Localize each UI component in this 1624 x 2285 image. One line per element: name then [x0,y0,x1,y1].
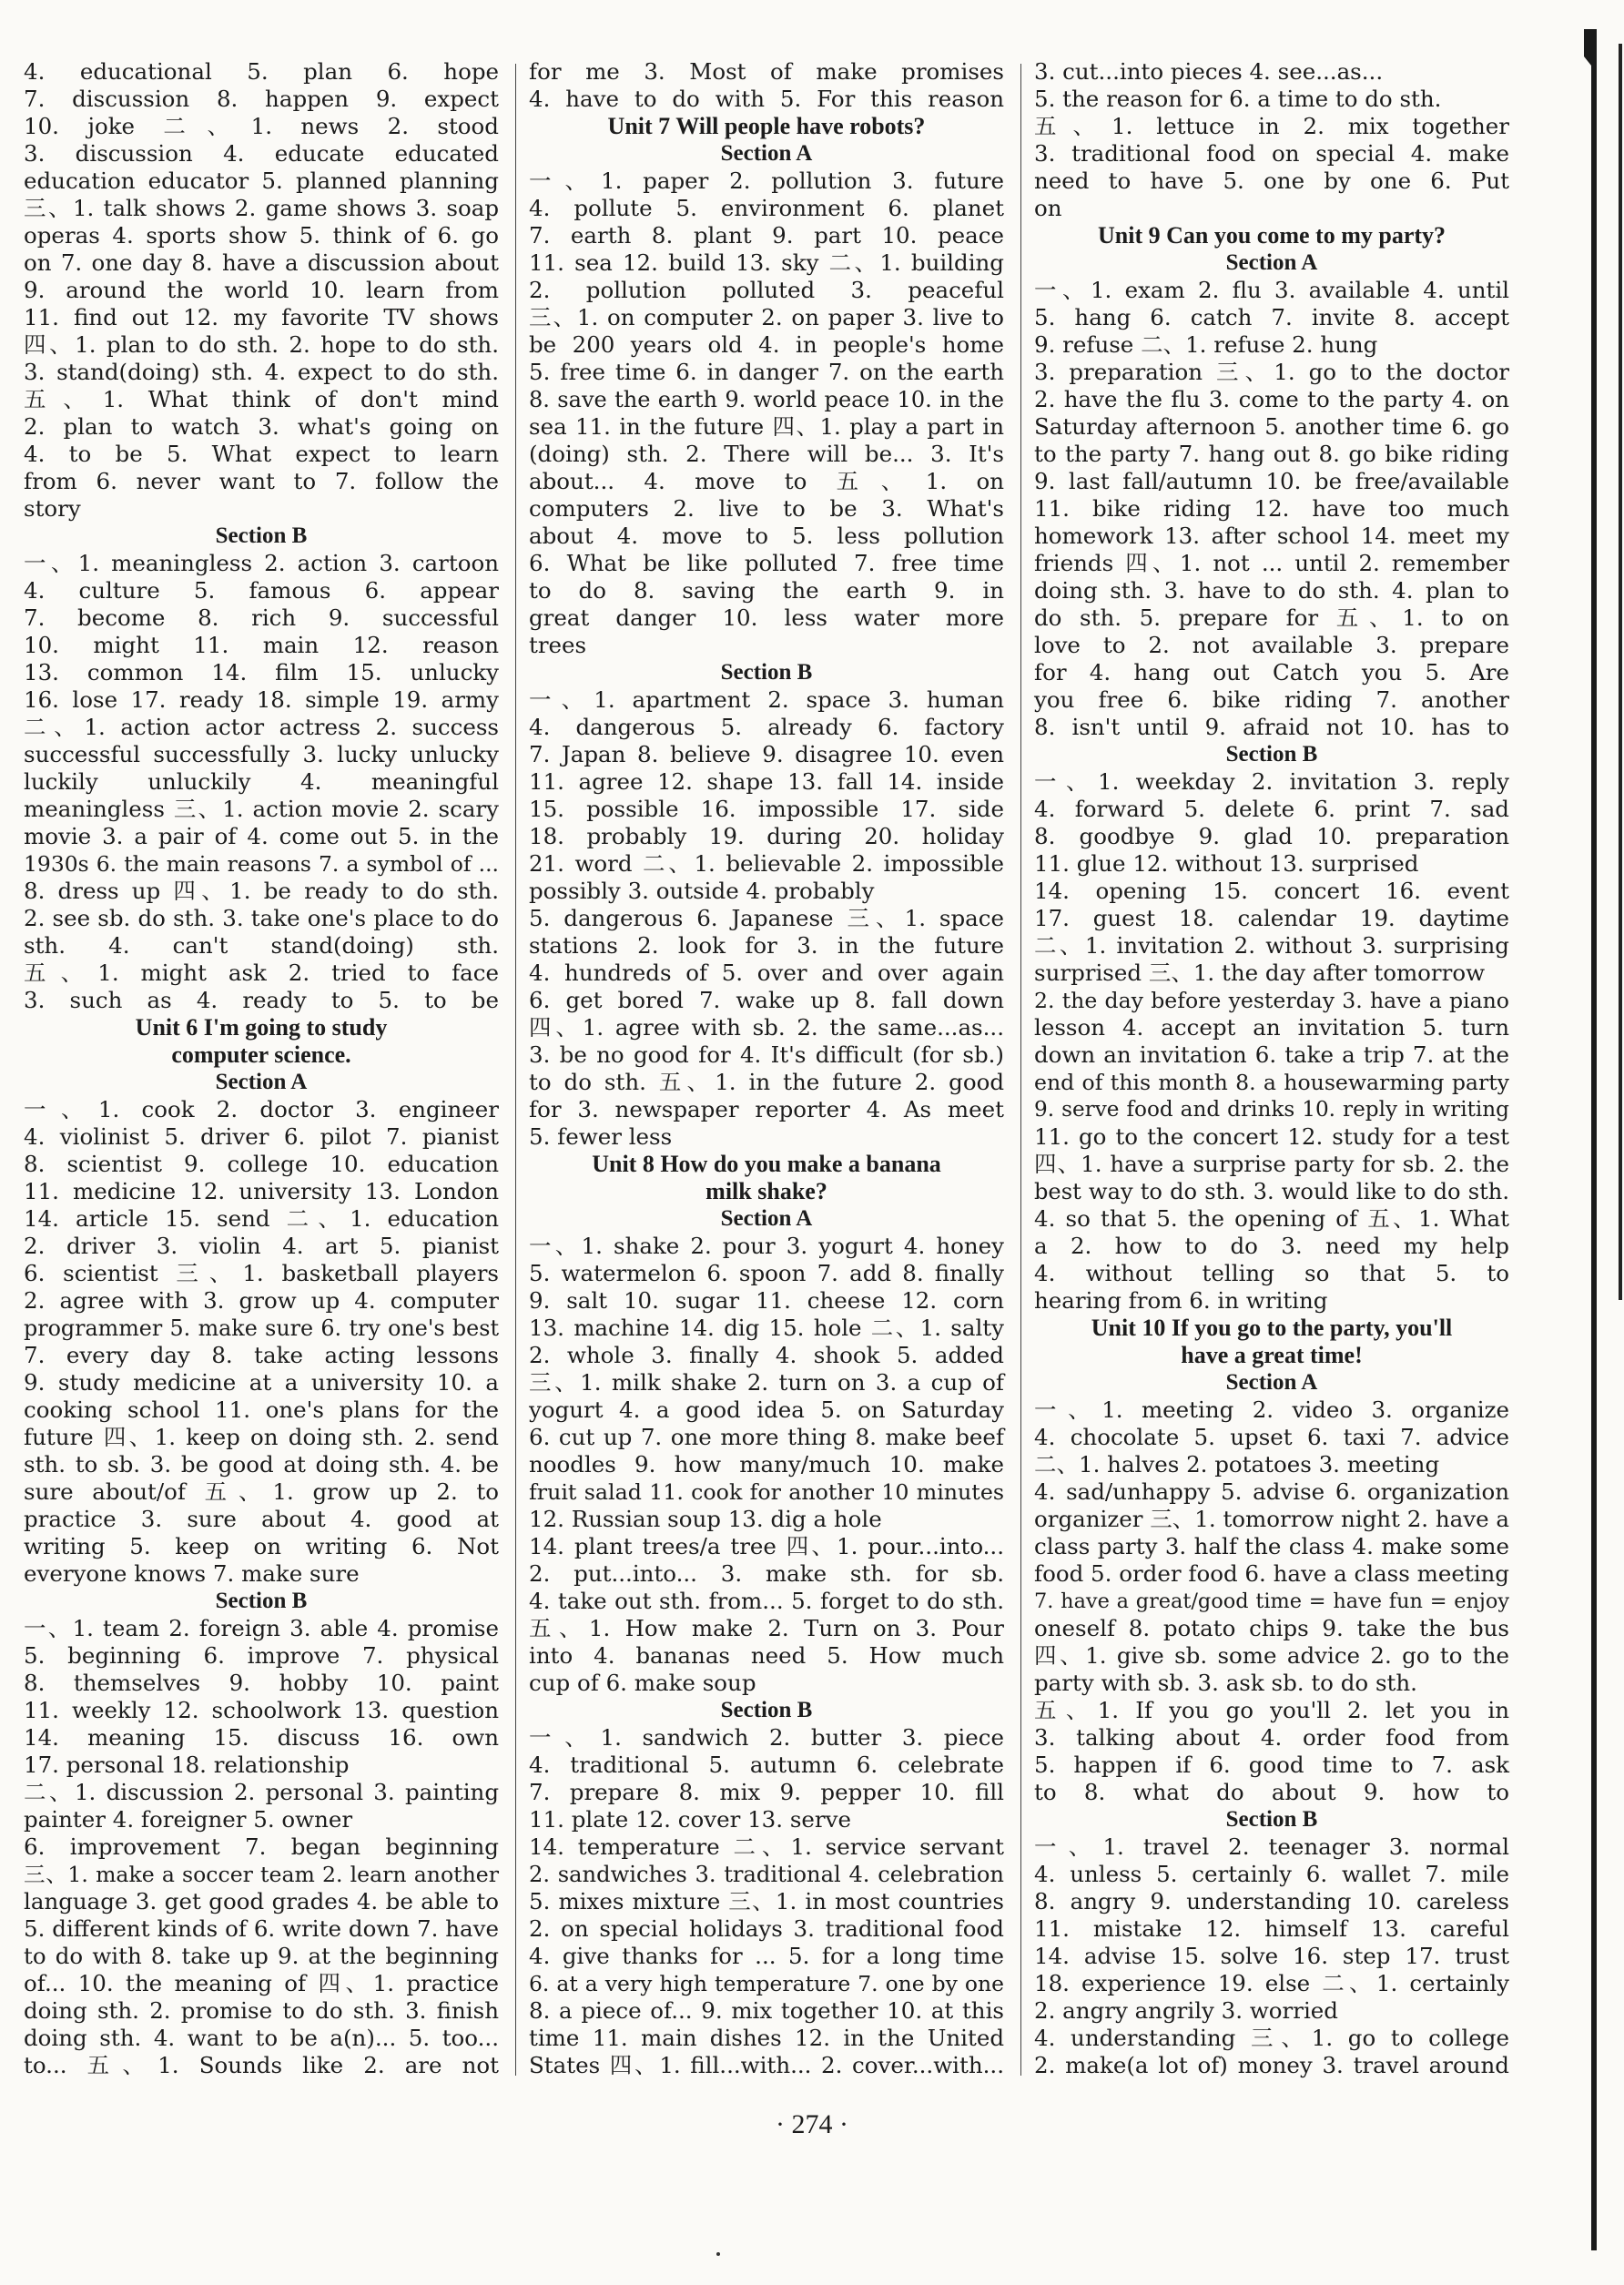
answer-line: 11. bike riding 12. have too much [1034,495,1509,522]
answer-line: 3. preparation 三、1. go to the doctor [1034,359,1509,385]
answer-line: successful successfully 3. lucky unlucky [24,741,499,767]
answer-line: on 7. one day 8. have a discussion about [24,249,499,276]
answer-line: 9. last fall/autumn 10. be free/available [1034,468,1509,494]
answer-line: great danger 10. less water more [529,604,1004,631]
answer-line: 2. on special holidays 3. traditional food [529,1915,1004,1942]
answer-line: about... 4. move to 五、1. on [529,468,1004,494]
answer-line: 18. experience 19. else 二、1. certainly [1034,1970,1509,1996]
answer-line: food 5. order food 6. have a class meeting [1034,1560,1509,1587]
answer-line: 四、1. plan to do sth. 2. hope to do sth. [24,331,499,358]
answer-line: 11. mistake 12. himself 13. careful [1034,1915,1509,1942]
answer-line: 16. lose 17. ready 18. simple 19. army [24,686,499,713]
answer-line: 3. talking about 4. order food from [1034,1724,1509,1751]
answer-line: 四、1. agree with sb. 2. the same...as... [529,1014,1004,1041]
answer-line: 5. mixes mixture 三、1. in most countries [529,1888,1004,1914]
answer-line: education educator 5. planned planning [24,168,499,194]
answer-line: 一、1. paper 2. pollution 3. future [529,168,1004,194]
answer-line: love to 2. not available 3. prepare [1034,632,1509,658]
answer-line: doing sth. 2. promise to do sth. 3. finish [24,1997,499,2024]
answer-line: 10. joke 二、1. news 2. stood [24,113,499,139]
answer-line: everyone knows 7. make sure [24,1560,360,1587]
answer-line: 五、1. lettuce in 2. mix together [1034,113,1509,139]
answer-line: 3. cut...into pieces 4. see...as... [1034,58,1384,85]
answer-line: 12. Russian soup 13. dig a hole [529,1506,882,1532]
answer-line: 5. happen if 6. good time to 7. ask [1034,1752,1509,1778]
answer-line: need to have 5. one by one 6. Put [1034,168,1509,194]
answer-line: 9. study medicine at a university 10. a [24,1369,499,1396]
answer-line: 二、1. discussion 2. personal 3. painting [24,1779,499,1805]
answer-line: cup of 6. make soup [529,1670,756,1696]
answer-line: 二、1. halves 2. potatoes 3. meeting [1034,1451,1440,1478]
section-heading: Section B [1225,742,1318,767]
answer-line: to do with 8. take up 9. at the beginning [24,1943,499,1969]
answer-line: 9. around the world 10. learn from [24,277,499,303]
unit-heading: milk shake? [705,1178,827,1204]
unit-heading: Unit 10 If you go to the party, you'll [1091,1315,1453,1341]
answer-line: to... 五、1. Sounds like 2. are not [24,2052,499,2078]
answer-line: 4. culture 5. famous 6. appear [24,577,499,604]
answer-line: possibly 3. outside 4. probably [529,878,875,904]
answer-line: 8. angry 9. understanding 10. careless [1034,1888,1509,1914]
answer-line: of... 10. the meaning of 四、1. practice [24,1970,499,1996]
answer-line: 13. machine 14. dig 15. hole 二、1. salty [529,1315,1004,1341]
unit-heading: Unit 7 Will people have robots? [607,113,926,139]
answer-line: sth. to sb. 3. be good at doing sth. 4. be [24,1451,499,1478]
answer-line: 3. stand(doing) sth. 4. expect to do sth. [24,359,499,385]
answer-line: 一、1. cook 2. doctor 3. engineer [24,1096,499,1122]
answer-line: to the party 7. hang out 8. go bike riding [1034,441,1509,467]
answer-line: stations 2. look for 3. in the future [529,932,1004,959]
answer-line: 一、1. exam 2. flu 3. available 4. until [1034,277,1509,303]
answer-line: 8. isn't until 9. afraid not 10. has to [1034,714,1509,740]
answer-line: 三、1. make a soccer team 2. learn another [24,1862,499,1887]
unit-heading: Unit 6 I'm going to study [135,1014,388,1041]
answer-line: 8. a piece of... 9. mix together 10. at this [529,1997,1004,2024]
answer-line: 四、1. give sb. some advice 2. go to the [1034,1642,1509,1669]
answer-line: 6. What be like polluted 7. free time [529,550,1004,576]
column-left [24,58,499,2079]
answer-line: 二、1. invitation 2. without 3. surprising [1034,932,1509,959]
answer-line: fruit salad 11. cook for another 10 minutes [529,1479,1004,1505]
answer-line: 4. traditional 5. autumn 6. celebrate [529,1752,1004,1778]
answer-line: 14. temperature 二、1. service servant [529,1833,1004,1860]
answer-line: 2. have the flu 3. come to the party 4. on [1034,386,1509,412]
answer-line: do sth. 5. prepare for 五、1. to on [1034,604,1509,631]
answer-line: 4. violinist 5. driver 6. pilot 7. pianist [24,1123,499,1150]
answer-line: 一、1. travel 2. teenager 3. normal [1034,1833,1509,1860]
answer-line: 11. find out 12. my favorite TV shows [24,304,499,330]
answer-line: 7. earth 8. plant 9. part 10. peace [529,222,1004,249]
answer-line: noodles 9. how many/much 10. make [529,1451,1004,1478]
section-heading: Section B [215,1589,308,1613]
answer-line: to 8. what do about 9. how to [1034,1779,1509,1805]
unit-heading: computer science. [171,1041,351,1068]
answer-line: 6. at a very high temperature 7. one by one [529,1971,1004,1996]
answer-line: 四、1. have a surprise party for sb. 2. the [1034,1151,1509,1177]
answer-line: for me 3. Most of make promises [529,58,1004,85]
answer-line: 5. fewer less [529,1123,673,1150]
answer-line: 五、1. might ask 2. tried to face [24,960,499,986]
answer-line: end of this month 8. a housewarming party [1034,1070,1509,1095]
section-heading: Section B [720,660,813,685]
answer-line: 6. scientist 三、1. basketball players [24,1260,499,1286]
answer-line: 5. different kinds of 6. write down 7. have [24,1915,499,1942]
answer-line: 3. discussion 4. educate educated [24,140,499,167]
answer-line: into 4. bananas need 5. How much [529,1642,1004,1669]
answer-line: sth. 4. can't stand(doing) sth. [24,932,499,959]
answer-line: doing sth. 4. want to be a(n)... 5. too... [24,2025,499,2051]
answer-line: 11. glue 12. without 13. surprised [1034,850,1419,877]
answer-line: 2. the day before yesterday 3. have a piano [1034,988,1509,1013]
answer-line: 14. article 15. send 二、1. education [24,1205,499,1232]
answer-line: painter 4. foreigner 5. owner [24,1806,353,1833]
answer-line: 7. discussion 8. happen 9. expect [24,86,499,112]
answer-line: story [24,495,81,522]
answer-line: 一、1. shake 2. pour 3. yogurt 4. honey [529,1233,1004,1259]
answer-line: about 4. move to 5. less pollution [529,523,1004,549]
answer-line: sure about/of 五、1. grow up 2. to [24,1478,499,1505]
answer-line: down an invitation 6. take a trip 7. at the [1034,1041,1509,1068]
answer-line: (doing) sth. 2. There will be... 3. It's [529,441,1004,467]
answer-line: 2. pollution polluted 3. peaceful [529,277,1004,303]
answer-line: for 3. newspaper reporter 4. As meet [529,1096,1004,1122]
answer-line: 8. scientist 9. college 10. education [24,1151,499,1177]
answer-line: 4. forward 5. delete 6. print 7. sad [1034,796,1509,822]
answer-line: 一、1. meaningless 2. action 3. cartoon [24,550,499,576]
answer-line: 2. angry angrily 3. worried [1034,1997,1338,2024]
answer-line: 2. agree with 3. grow up 4. computer [24,1287,499,1314]
section-heading: Section A [720,141,813,166]
section-heading: Section A [1225,250,1318,275]
answer-line: 14. meaning 15. discuss 16. own [24,1724,499,1751]
answer-line: you free 6. bike riding 7. another [1034,686,1509,713]
answer-line: language 3. get good grades 4. be able to [24,1888,499,1914]
answer-line: 4. without telling so that 5. to [1034,1260,1509,1286]
answer-line: party with sb. 3. ask sb. to do sth. [1034,1670,1417,1696]
answer-line: be 200 years old 4. in people's home [529,331,1004,358]
answer-line: 2. put...into... 3. make sth. for sb. [529,1560,1004,1587]
unit-heading: Unit 8 How do you make a banana [592,1151,941,1177]
answer-line: 2. driver 3. violin 4. art 5. pianist [24,1233,499,1259]
answer-line: hearing from 6. in writing [1034,1287,1328,1314]
answer-line: 6. get bored 7. wake up 8. fall down [529,987,1004,1013]
answer-line: surprised 三、1. the day after tomorrow [1034,960,1486,986]
answer-line: practice 3. sure about 4. good at [24,1506,499,1532]
answer-line: oneself 8. potato chips 9. take the bus [1034,1615,1509,1641]
answer-line: 三、1. talk shows 2. game shows 3. soap [24,195,499,221]
answer-line: 4. take out sth. from... 5. forget to do sth. [529,1588,1004,1614]
answer-line: 14. plant trees/a tree 四、1. pour...into... [529,1533,1004,1559]
answer-line: 5. free time 6. in danger 7. on the earth [529,359,1004,385]
answer-line: friends 四、1. not ... until 2. remember [1034,550,1509,576]
unit-heading: have a great time! [1181,1342,1363,1368]
answer-line: 7. Japan 8. believe 9. disagree 10. even [529,741,1004,767]
answer-line: 4. so that 5. the opening of 五、1. What [1034,1205,1509,1232]
answer-line: States 四、1. fill...with... 2. cover...with... [529,2052,1004,2078]
page-edge-mark [1582,29,1597,2250]
answer-line: movie 3. a pair of 4. come out 5. in the [24,823,499,849]
answer-line: 11. sea 12. build 13. sky 二、1. building [529,249,1004,276]
answer-line: 14. opening 15. concert 16. event [1034,878,1509,904]
answer-line: meaningless 三、1. action movie 2. scary [24,796,499,822]
answer-line: 4. understanding 三、1. go to college [1034,2025,1509,2051]
answer-line: 9. serve food and drinks 10. reply in writing [1034,1098,1509,1122]
answer-line: 5. watermelon 6. spoon 7. add 8. finally [529,1260,1004,1286]
section-heading: Section B [720,1698,813,1722]
answer-line: time 11. main dishes 12. in the United [529,2025,1004,2051]
section-heading: Section B [1225,1807,1318,1832]
answer-line: 三、1. milk shake 2. turn on 3. a cup of [529,1369,1004,1396]
column-right [1034,58,1509,2079]
section-heading: Section A [1225,1370,1318,1395]
answer-line: trees [529,632,587,658]
answer-line: 一、1. team 2. foreign 3. able 4. promise [24,1615,499,1641]
answer-line: 五、1. If you go you'll 2. let you in [1034,1697,1509,1723]
answer-line: doing sth. 3. have to do sth. 4. plan to [1034,577,1509,604]
answer-line: 7. every day 8. take acting lessons [24,1342,499,1368]
answer-line: 8. goodbye 9. glad 10. preparation [1034,823,1509,849]
answer-line: sea 11. in the future 四、1. play a part in [529,413,1004,440]
answer-line: 13. common 14. film 15. unlucky [24,659,499,686]
section-heading: Section B [215,523,308,548]
answer-line: 2. sandwiches 3. traditional 4. celebration [529,1862,1004,1887]
answer-line: 二、1. action actor actress 2. success [24,714,499,740]
answer-line: 一、1. meeting 2. video 3. organize [1034,1396,1509,1423]
answer-line: 4. dangerous 5. already 6. factory [529,714,1004,740]
answer-line: 11. weekly 12. schoolwork 13. question [24,1697,499,1723]
answer-line: 15. possible 16. impossible 17. side [529,796,1004,822]
answer-line: 21. word 二、1. believable 2. impossible [529,850,1004,877]
answer-line: 5. beginning 6. improve 7. physical [24,1642,499,1669]
section-heading: Section A [215,1070,308,1094]
answer-line: 14. advise 15. solve 16. step 17. trust [1034,1943,1509,1969]
answer-line: 11. go to the concert 12. study for a test [1034,1123,1509,1150]
answer-line: 2. plan to watch 3. what's going on [24,413,499,440]
answer-line: 8. save the earth 9. world peace 10. in the [529,387,1004,412]
answer-line: 4. chocolate 5. upset 6. taxi 7. advice [1034,1424,1509,1450]
answer-line: 5. the reason for 6. a time to do sth. [1034,86,1442,112]
unit-heading: Unit 9 Can you come to my party? [1097,222,1446,249]
answer-line: 17. personal 18. relationship [24,1752,350,1778]
answer-line: 5. hang 6. catch 7. invite 8. accept [1034,304,1509,330]
answer-line: writing 5. keep on writing 6. Not [24,1533,499,1559]
answer-line: 8. dress up 四、1. be ready to do sth. [24,878,499,904]
answer-line: 一、1. weekday 2. invitation 3. reply [1034,768,1509,795]
answer-line: 2. make(a lot of) money 3. travel around [1034,2052,1509,2078]
answer-line: on [1034,195,1062,221]
answer-line: operas 4. sports show 5. think of 6. go [24,222,499,249]
answer-line: 6. cut up 7. one more thing 8. make beef [529,1424,1004,1450]
margin-line [1619,44,1622,1300]
answer-line: 4. educational 5. plan 6. hope [24,58,499,85]
answer-line: cooking school 11. one's plans for the [24,1396,499,1423]
answer-line: computers 2. live to be 3. What's [529,495,1004,522]
answer-line: best way to do sth. 3. would like to do sth. [1034,1179,1509,1204]
answer-line: 4. to be 5. What expect to learn [24,441,499,467]
answer-line: 11. agree 12. shape 13. fall 14. inside [529,768,1004,795]
answer-line: 10. might 11. main 12. reason [24,632,499,658]
answer-line: programmer 5. make sure 6. try one's best [24,1315,499,1341]
answer-line: yogurt 4. a good idea 5. on Saturday [529,1396,1004,1423]
answer-line: 7. have a great/good time = have fun = enjoy [1034,1589,1509,1613]
answer-line: 五、1. How make 2. Turn on 3. Pour [529,1615,1004,1641]
answer-line: class party 3. half the class 4. make some [1034,1533,1509,1559]
answer-line: from 6. never want to 7. follow the [24,468,499,494]
answer-line: 8. themselves 9. hobby 10. paint [24,1670,499,1696]
answer-line: 9. refuse 二、1. refuse 2. hung [1034,331,1378,358]
answer-line: 4. give thanks for ... 5. for a long time [529,1943,1004,1969]
answer-line: to do 8. saving the earth 9. in [529,577,1004,604]
answer-line: 3. be no good for 4. It's difficult (for sb.) [529,1041,1004,1068]
answer-line: 17. guest 18. calendar 19. daytime [1034,905,1509,931]
answer-key-page [24,58,1553,2097]
answer-line: 3. traditional food on special 4. make [1034,140,1509,167]
answer-line: 一、1. apartment 2. space 3. human [529,686,1004,713]
answer-line: 一、1. sandwich 2. butter 3. piece [529,1724,1004,1751]
answer-line: 1930s 6. the main reasons 7. a symbol of ... [24,851,499,877]
answer-line: Saturday afternoon 5. another time 6. go [1034,413,1509,440]
answer-line: lesson 4. accept an invitation 5. turn [1034,1014,1509,1041]
page-number: · 274 · [776,2109,848,2139]
answer-line: 2. see sb. do sth. 3. take one's place to do [24,905,499,931]
answer-line: 三、1. on computer 2. on paper 3. live to [529,304,1004,330]
answer-line: 五、1. What think of don't mind [24,386,499,412]
answer-line: 4. have to do with 5. For this reason [529,86,1004,112]
answer-line: for 4. hang out Catch you 5. Are [1034,659,1509,686]
answer-line: 11. medicine 12. university 13. London [24,1178,499,1204]
answer-line: 6. improvement 7. began beginning [24,1833,499,1860]
answer-line: 4. hundreds of 5. over and over again [529,960,1004,986]
answer-line: 4. pollute 5. environment 6. planet [529,195,1004,221]
answer-line: future 四、1. keep on doing sth. 2. send [24,1424,499,1450]
answer-line: 9. salt 10. sugar 11. cheese 12. corn [529,1287,1004,1314]
speck [716,2252,720,2256]
answer-line: organizer 三、1. tomorrow night 2. have a [1034,1506,1509,1532]
answer-line: 18. probably 19. during 20. holiday [529,823,1004,849]
column-middle [529,58,1004,2079]
section-heading: Section A [720,1206,813,1231]
answer-line: luckily unluckily 4. meaningful [24,768,499,795]
answer-line: to do sth. 五、1. in the future 2. good [529,1069,1004,1095]
answer-line: 3. such as 4. ready to 5. to be [24,987,499,1013]
answer-line: 5. dangerous 6. Japanese 三、1. space [529,905,1004,931]
answer-line: 4. unless 5. certainly 6. wallet 7. mile [1034,1861,1509,1887]
answer-line: 4. sad/unhappy 5. advise 6. organization [1034,1478,1509,1505]
answer-line: a 2. how to do 3. need my help [1034,1233,1509,1259]
answer-line: 7. become 8. rich 9. successful [24,604,499,631]
answer-line: 11. plate 12. cover 13. serve [529,1806,851,1833]
answer-line: 2. whole 3. finally 4. shook 5. added [529,1342,1004,1368]
answer-line: homework 13. after school 14. meet my [1034,523,1509,549]
answer-line: 7. prepare 8. mix 9. pepper 10. fill [529,1779,1004,1805]
